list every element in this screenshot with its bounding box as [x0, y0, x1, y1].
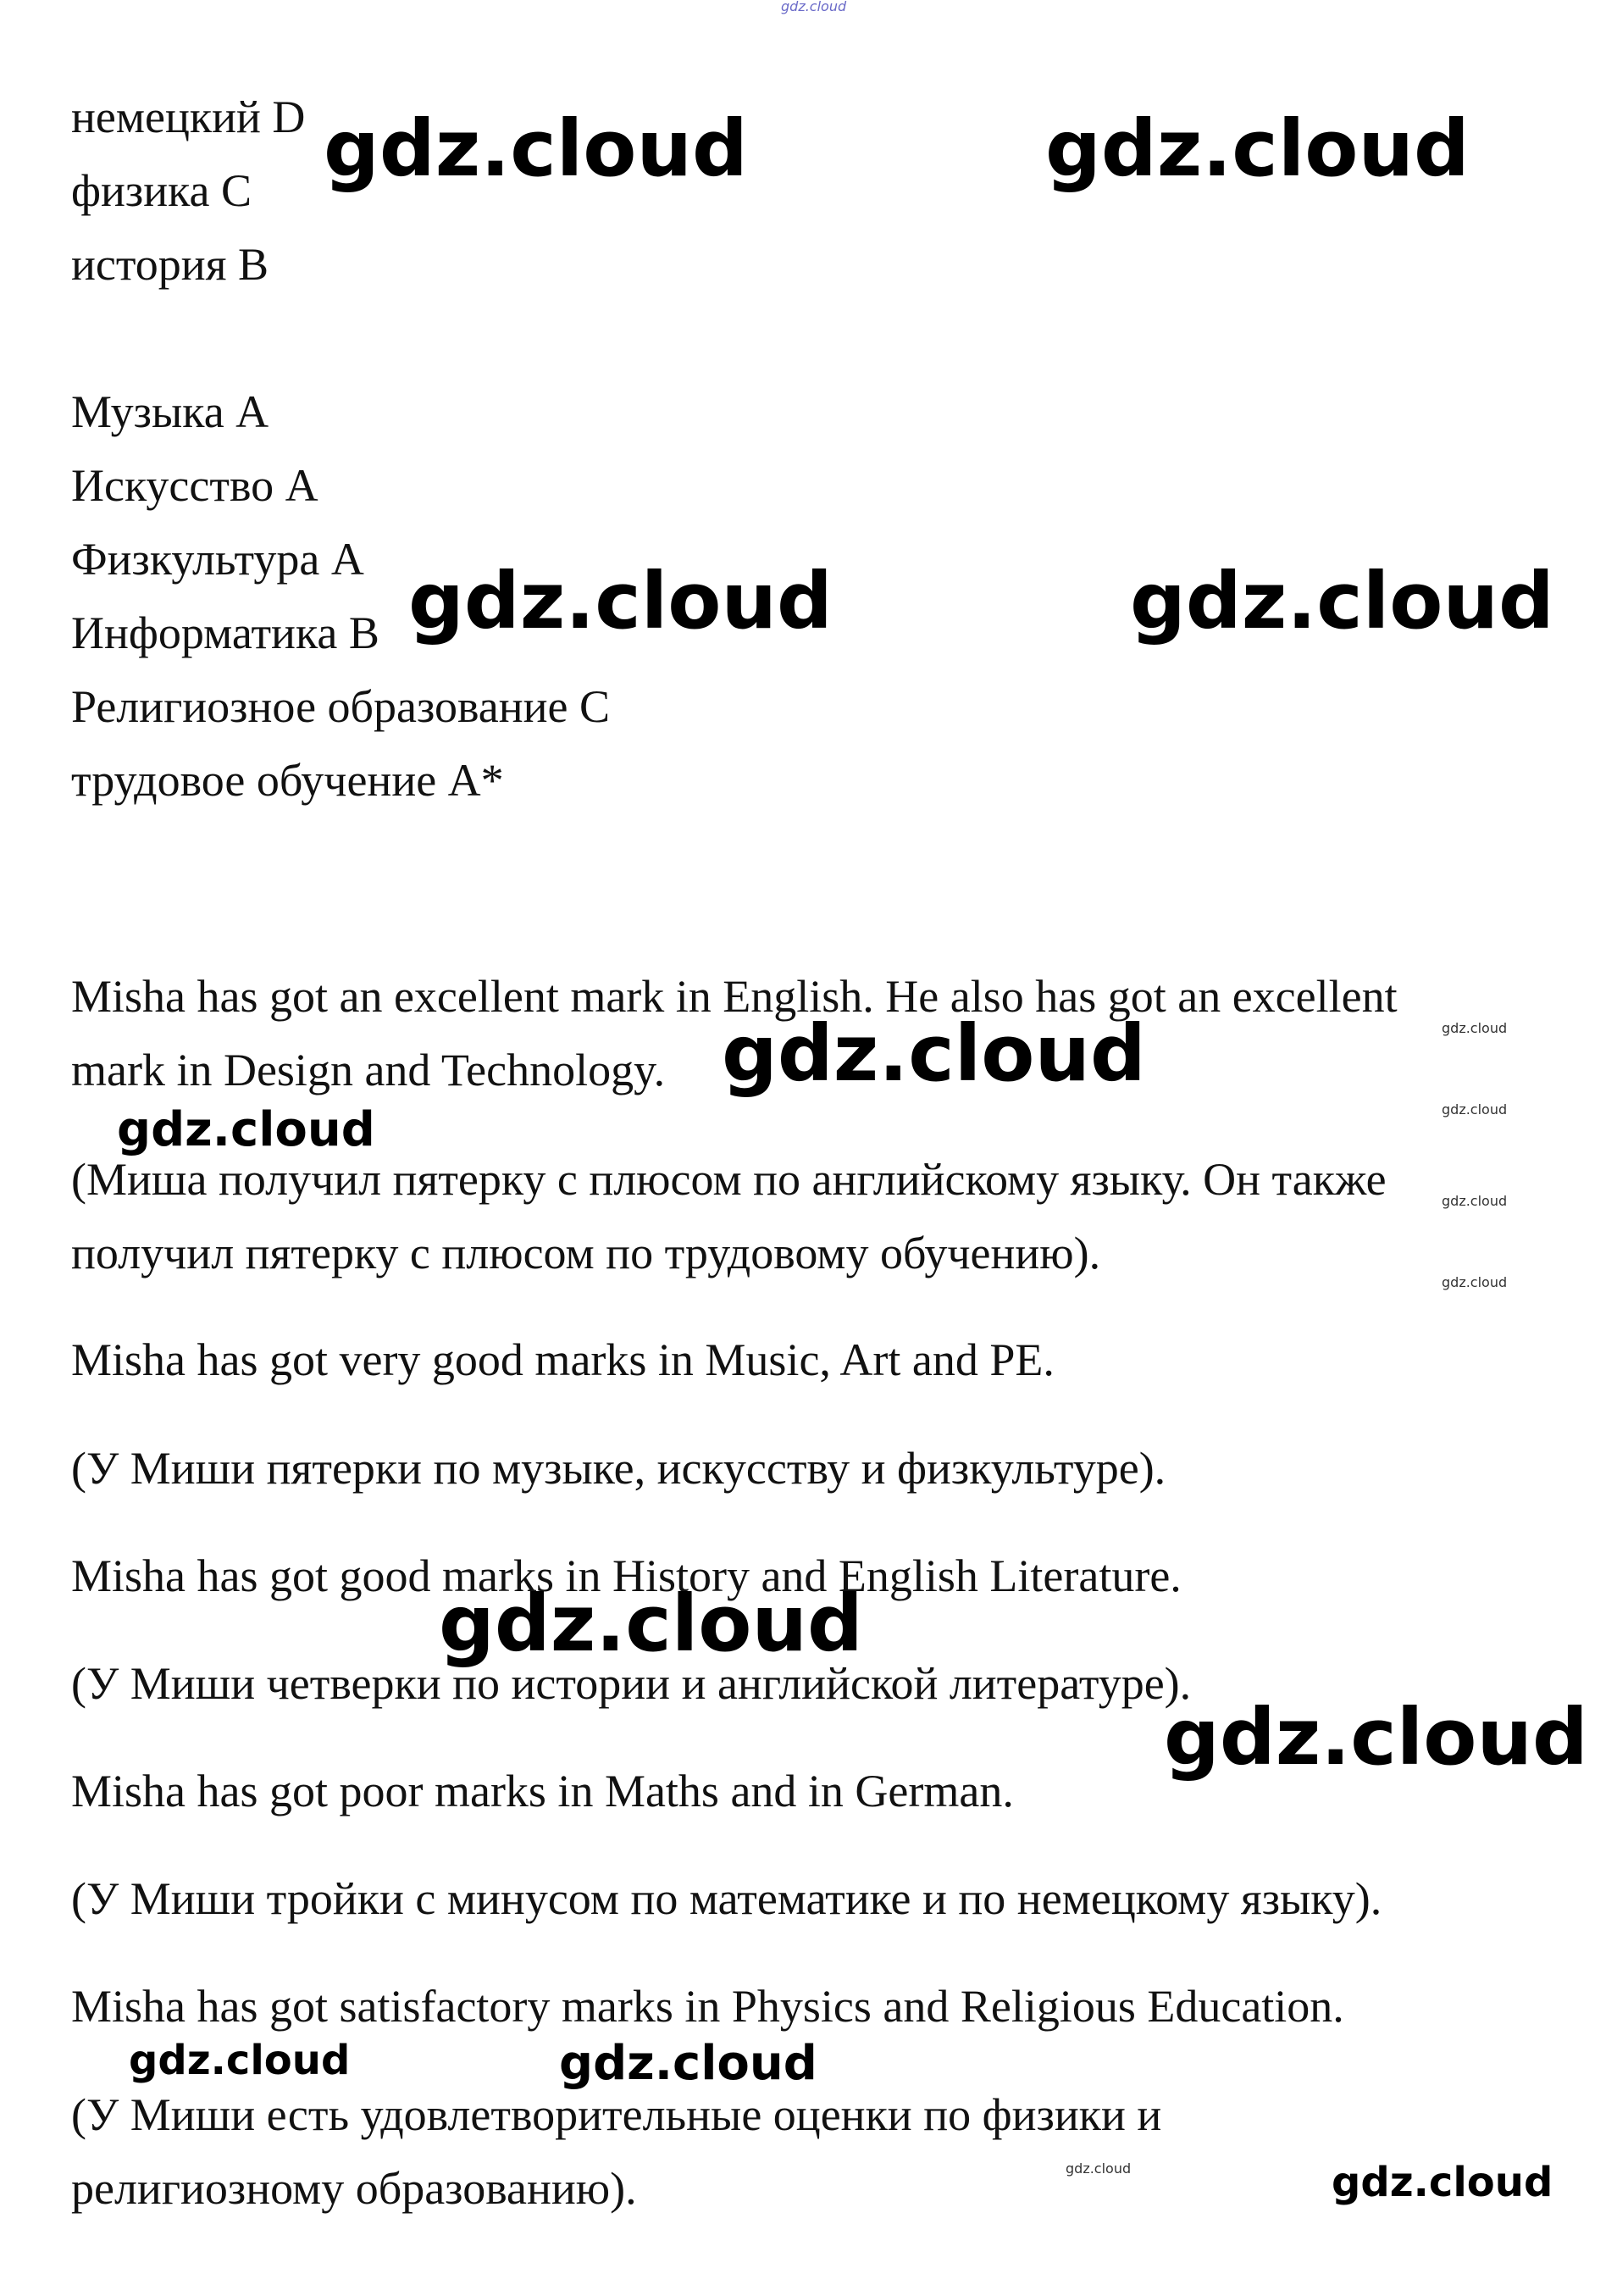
watermark-4: gdz.cloud	[1130, 556, 1554, 646]
watermark-small-2: gdz.cloud	[1442, 1101, 1508, 1117]
watermark-1: gdz.cloud	[324, 103, 748, 194]
grade-history: история B	[71, 239, 269, 290]
watermark-10: gdz.cloud	[559, 2036, 817, 2091]
watermark-3: gdz.cloud	[408, 556, 833, 646]
watermark-2: gdz.cloud	[1045, 103, 1470, 194]
paragraph-6: (У Миши четверки по истории и английской литературе).	[71, 1658, 1192, 1709]
watermark-top: gdz.cloud	[781, 0, 847, 14]
grade-physics: физика C	[71, 165, 252, 216]
watermark-11: gdz.cloud	[1332, 2159, 1553, 2206]
watermark-6: gdz.cloud	[117, 1102, 375, 1157]
paragraph-1-line-1: Misha has got an excellent mark in English. He also has got an excellent	[71, 971, 1398, 1022]
paragraph-10-line-2: религиозному образованию).	[71, 2163, 637, 2214]
paragraph-1-line-2: mark in Design and Technology.	[71, 1045, 666, 1095]
grade-art: Искусство A	[71, 460, 318, 511]
paragraph-2-line-1: (Миша получил пятерку с плюсом по английскому языку. Он также	[71, 1154, 1387, 1205]
watermark-small-1: gdz.cloud	[1442, 1020, 1508, 1036]
paragraph-7: Misha has got poor marks in Maths and in German.	[71, 1766, 1014, 1816]
paragraph-4: (У Миши пятерки по музыке, искусству и физкультуре).	[71, 1443, 1166, 1494]
watermark-small-5: gdz.cloud	[1066, 2160, 1132, 2177]
watermark-5: gdz.cloud	[722, 1008, 1146, 1099]
grade-design-technology: трудовое обучение A*	[71, 755, 504, 806]
grade-informatics: Информатика B	[71, 607, 379, 658]
paragraph-5: Misha has got good marks in History and English Literature.	[71, 1550, 1182, 1601]
paragraph-9: Misha has got satisfactory marks in Physics and Religious Education.	[71, 1981, 1344, 2032]
paragraph-2-line-2: получил пятерку с плюсом по трудовому обучению).	[71, 1228, 1101, 1278]
grade-german: немецкий D	[71, 92, 306, 142]
watermark-small-3: gdz.cloud	[1442, 1193, 1508, 1209]
watermark-9: gdz.cloud	[129, 2037, 351, 2084]
grade-religious-education: Религиозное образование C	[71, 681, 611, 732]
watermark-7: gdz.cloud	[439, 1578, 863, 1669]
grade-music: Музыка A	[71, 386, 269, 437]
paragraph-8: (У Миши тройки с минусом по математике и по немецкому языку).	[71, 1873, 1382, 1924]
grade-pe: Физкультура A	[71, 534, 364, 585]
paragraph-3: Misha has got very good marks in Music, Art and PE.	[71, 1334, 1055, 1385]
watermark-small-4: gdz.cloud	[1442, 1274, 1508, 1290]
paragraph-10-line-1: (У Миши есть удовлетворительные оценки по физики и	[71, 2089, 1162, 2140]
watermark-8: gdz.cloud	[1164, 1692, 1588, 1783]
